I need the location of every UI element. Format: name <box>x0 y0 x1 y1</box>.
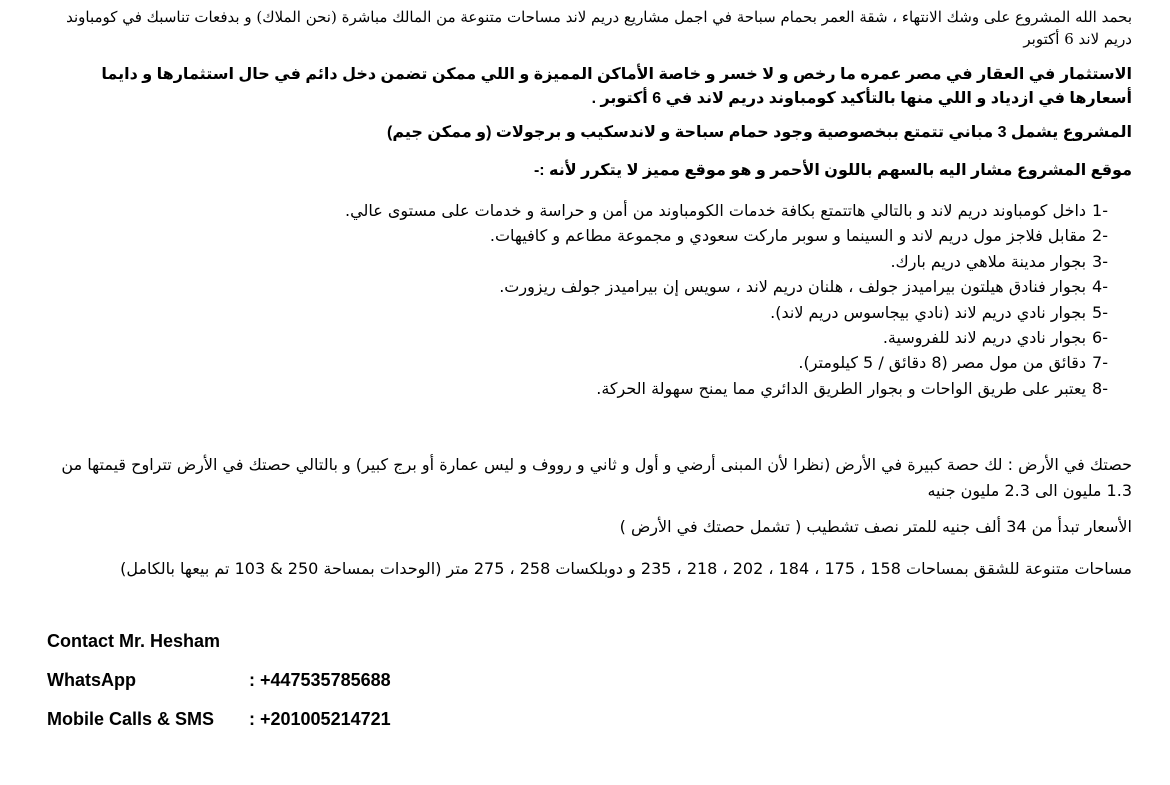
list-item-text: دقائق من مول مصر (8 دقائق / 5 كيلومتر). <box>798 353 1087 373</box>
list-item-text: يعتبر على طريق الواحات و بجوار الطريق الدائري مما يمنح سهولة الحركة. <box>596 378 1087 398</box>
contact-title: Contact Mr. Hesham <box>47 631 221 651</box>
list-item <box>345 249 1108 274</box>
mobile-label: Mobile Calls & SMS <box>47 709 215 729</box>
buildings-paragraph: المشروع يشمل 3 مباني تتمتع ببخصوصية وجود حمام سباحة و لاندسكيب و برجولات (و ممكن جيم) <box>387 124 1132 141</box>
list-item-text: بجوار نادي دريم لاند (نادي بيجاسوس دريم لاند). <box>770 302 1087 322</box>
list-item-number: -6 <box>1092 327 1108 347</box>
list-item-text: بجوار فنادق هيلتون بيراميدز جولف ، هلنان دريم لاند ، سويس إن بيراميدز جولف ريزورت. <box>499 277 1087 297</box>
list-item-number: -5 <box>1092 302 1108 322</box>
prices-paragraph: الأسعار تبدأ من 34 ألف جنيه للمتر نصف تشطيب ( تشمل حصتك في الأرض ) <box>619 517 1132 536</box>
investment-paragraph: الاستثمار في العقار في مصر عمره ما رخص و لا خسر و خاصة الأماكن المميزة و اللي ممكن تضمن دخل دائم في حال استثمارها و دايما أسعارها في ازدياد و اللي منها بالتأكيد كومباوند دريم لاند في 6 أكتوبر . <box>101 66 1132 107</box>
list-item-number: -3 <box>1092 251 1108 271</box>
intro-paragraph: بحمد الله المشروع على وشك الانتهاء ، شقة العمر بحمام سباحة في اجمل مشاريع دريم لاند مساحات متنوعة من المالك مباشرة (نحن الملاك) و بدفعات تناسبك في كومباوند دريم لاند 6 أكتوبر <box>66 8 1132 48</box>
list-item <box>345 325 1108 350</box>
location-features-list <box>345 198 1108 401</box>
whatsapp-row <box>47 669 391 691</box>
list-item <box>345 274 1108 299</box>
mobile-row <box>47 708 391 730</box>
list-item-number: -8 <box>1092 378 1108 398</box>
list-item-text: بجوار مدينة ملاهي دريم بارك. <box>890 251 1087 271</box>
whatsapp-label: WhatsApp <box>47 670 136 690</box>
list-item-text: بجوار نادي دريم لاند للفروسية. <box>882 327 1087 347</box>
land-share-paragraph: حصتك في الأرض : لك حصة كبيرة في الأرض (نظرا لأن المبنى أرضي و أول و ثاني و رووف و ليس عمارة أو برج كبير) و بالتالي حصتك في الأرض تتراوح قيمتها من 1.3 مليون الى 2.3 مليون جنيه <box>61 455 1132 500</box>
location-heading: موقع المشروع مشار اليه بالسهم باللون الأحمر و هو موقع مميز لا يتكرر لأنه :- <box>533 162 1132 179</box>
list-item-text: مقابل فلاجز مول دريم لاند و السينما و سوبر ماركت سعودي و مجموعة مطاعم و كافيهات. <box>489 226 1087 246</box>
mobile-number[interactable]: : +201005214721 <box>249 709 391 729</box>
whatsapp-number[interactable]: : +447535785688 <box>249 670 391 690</box>
list-item <box>345 376 1108 401</box>
list-item-text: داخل كومباوند دريم لاند و بالتالي هاتتمتع بكافة خدمات الكومباوند من أمن و حراسة و خدمات على مستوى عالي. <box>345 201 1087 220</box>
list-item-number: -1 <box>1092 201 1108 220</box>
list-item-number: -4 <box>1092 277 1108 297</box>
areas-paragraph: مساحات متنوعة للشقق بمساحات 158 ، 175 ، 184 ، 202 ، 218 ، 235 و دوبلكسات 258 ، 275 متر (الوحدات بمساحة 250 & 103 تم بيعها بالكامل) <box>120 559 1132 578</box>
list-item <box>345 198 1108 223</box>
list-item-number: -7 <box>1092 353 1108 373</box>
list-item <box>345 300 1108 325</box>
list-item <box>345 223 1108 248</box>
list-item-number: -2 <box>1092 226 1108 246</box>
list-item <box>345 350 1108 375</box>
